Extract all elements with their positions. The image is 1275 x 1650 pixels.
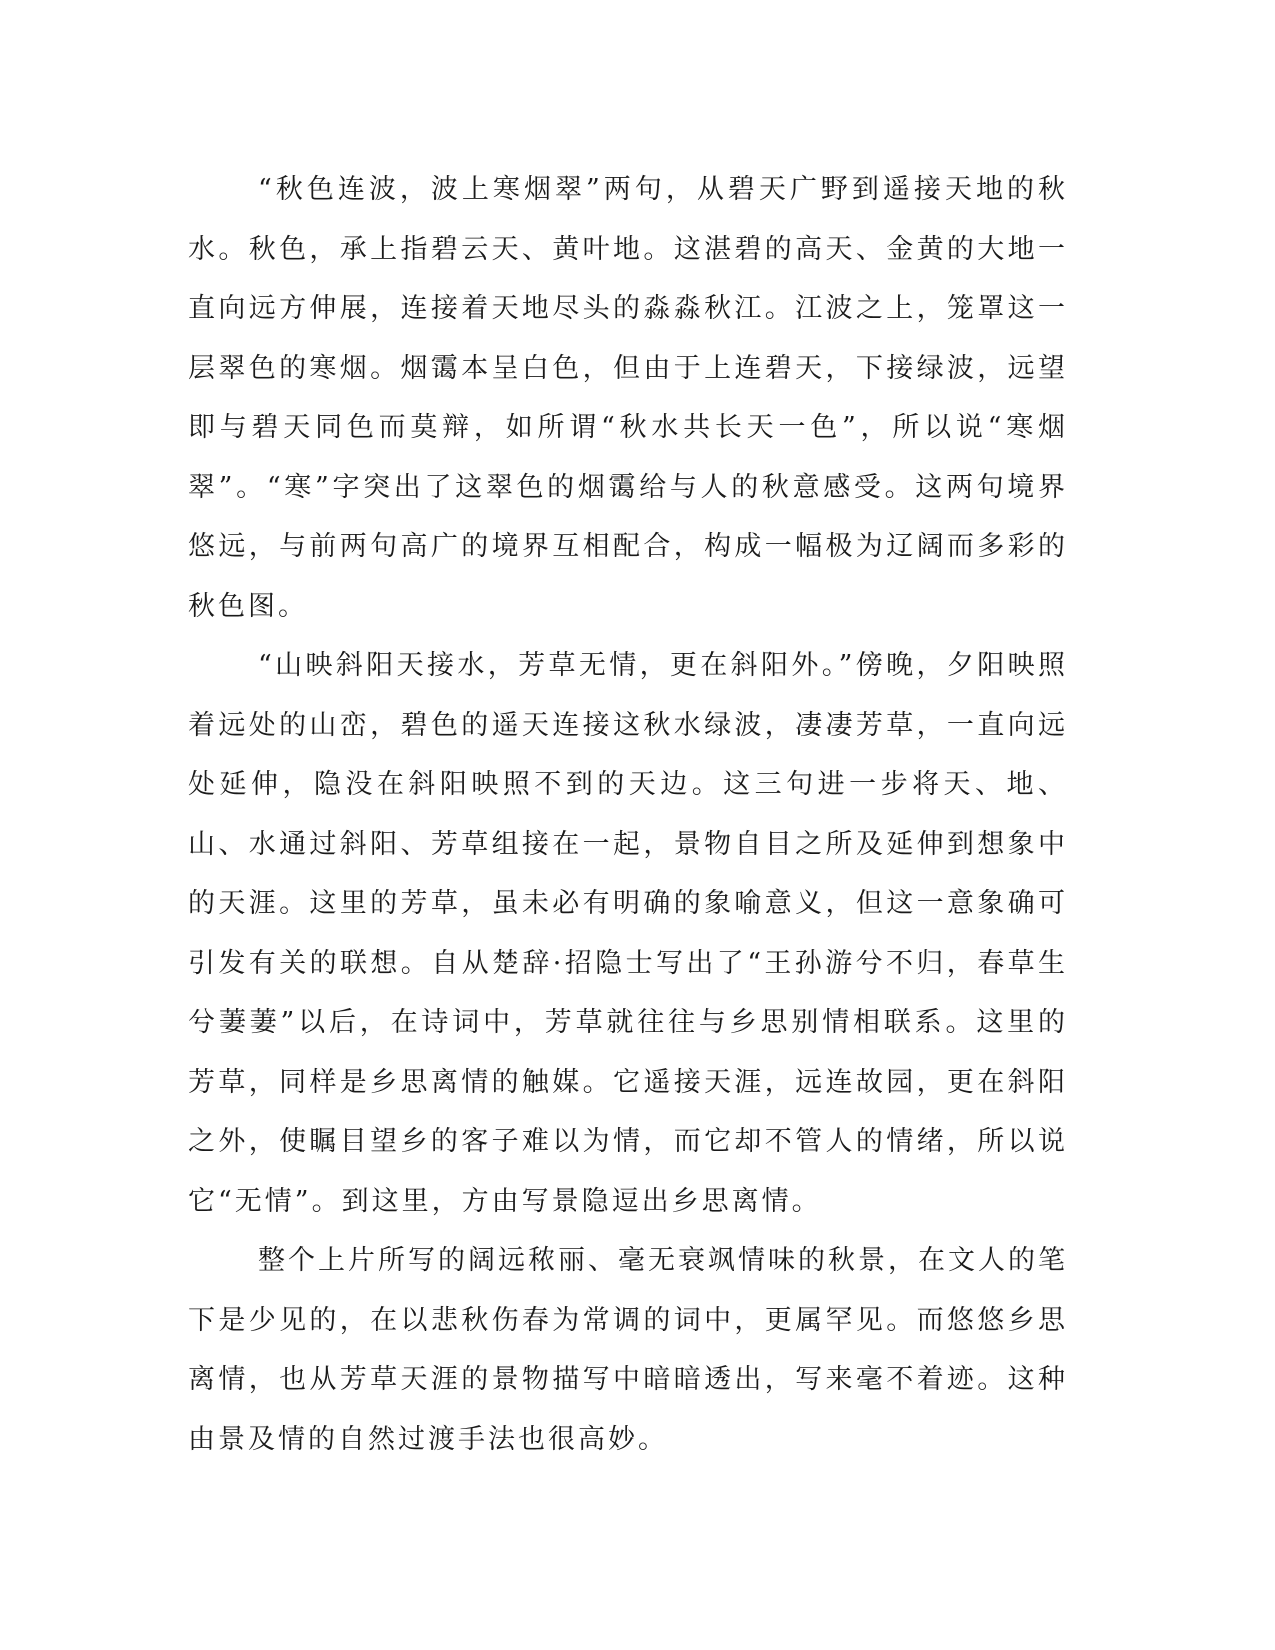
paragraph-sunset-grass: “山映斜阳天接水，芳草无情，更在斜阳外。”傍晚，夕阳映照着远处的山峦，碧色的遥天连接这秋水绿波，凄凄芳草，一直向远处延伸，隐没在斜阳映照不到的天边。这三句进一步将天、地、山、水通过斜阳、芳草组接在一起，景物自目之所及延伸到想象中的天涯。这里的芳草，虽未必有明确的象喻意义，但这一意象确可引发有关的联想。自从楚辞·招隐士写出了“王孙游兮不归，春草生兮萋萋”以后，在诗词中，芳草就往往与乡思别情相联系。这里的芳草，同样是乡思离情的触媒。它遥接天涯，远连故园，更在斜阳之外，使瞩目望乡的客子难以为情，而它却不管人的情绪，所以说它“无情”。到这里，方由写景隐逗出乡思离情。 [188, 650, 1068, 1217]
document-body [188, 160, 1068, 1469]
paragraph-conclusion: 整个上片所写的阔远秾丽、毫无衰飒情味的秋景，在文人的笔下是少见的，在以悲秋伤春为常调的词中，更属罕见。而悠悠乡思离情，也从芳草天涯的景物描写中暗暗透出，写来毫不着迹。这种由景及情的自然过渡手法也很高妙。 [188, 1245, 1068, 1455]
paragraph-autumn-water: “秋色连波，波上寒烟翠”两句，从碧天广野到遥接天地的秋水。秋色，承上指碧云天、黄叶地。这湛碧的高天、金黄的大地一直向远方伸展，连接着天地尽头的淼淼秋江。江波之上，笼罩这一层翠色的寒烟。烟霭本呈白色，但由于上连碧天，下接绿波，远望即与碧天同色而莫辩，如所谓“秋水共长天一色”，所以说“寒烟翠”。“寒”字突出了这翠色的烟霭给与人的秋意感受。这两句境界悠远，与前两句高广的境界互相配合，构成一幅极为辽阔而多彩的秋色图。 [188, 174, 1068, 622]
